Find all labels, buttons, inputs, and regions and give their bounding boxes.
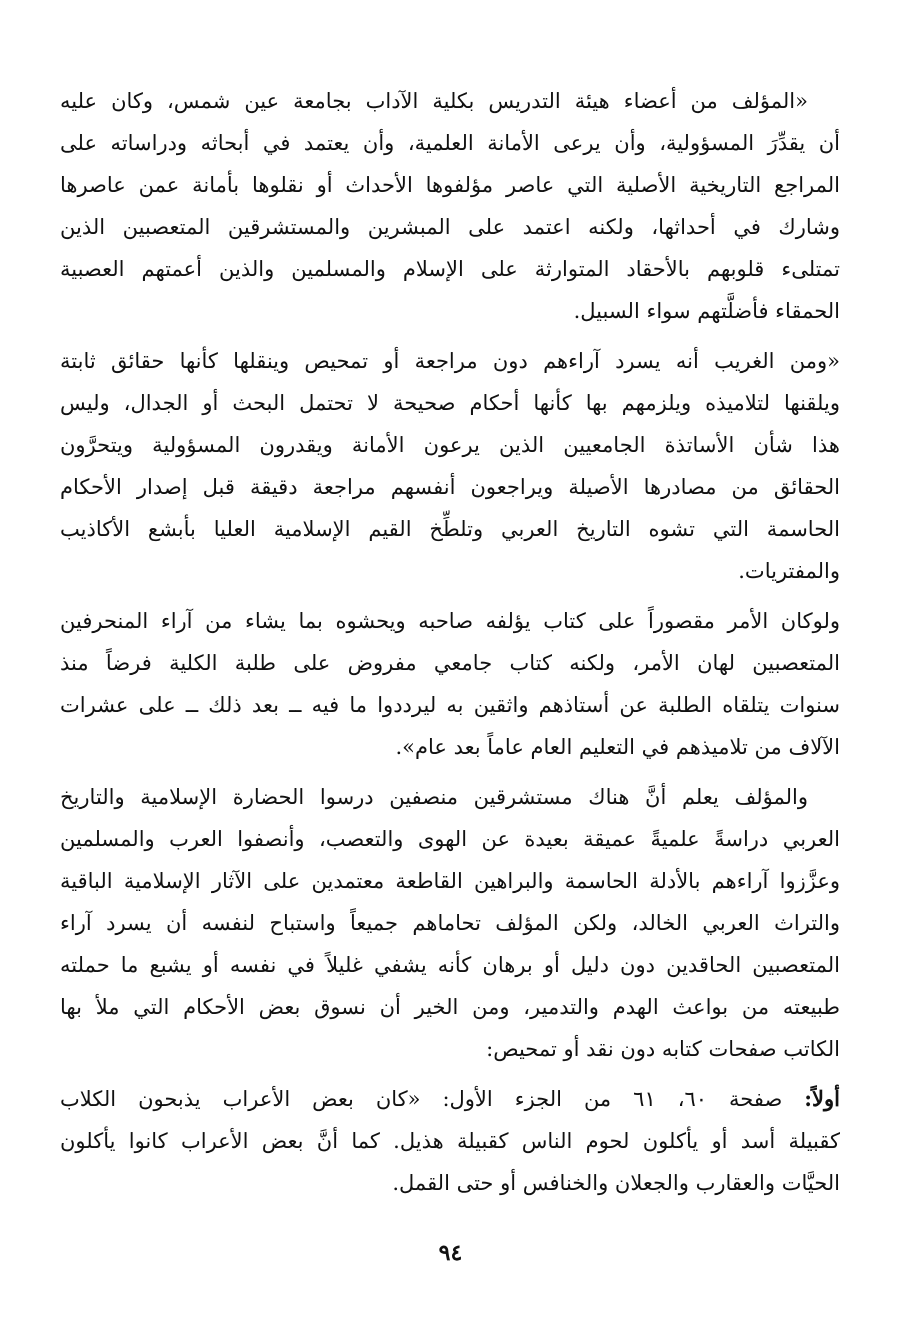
paragraph-4 <box>60 776 840 1070</box>
text-line: الحاسمة التي تشوه التاريخ العربي وتلطِّخ القيم الإسلامية العليا بأبشع الأكاذيب <box>60 517 840 541</box>
text-line: طبيعته من بواعث الهدم والتدمير، ومن الخير أن نسوق بعض الأحكام التي ملأ بها <box>60 995 840 1019</box>
text-line: العربي دراسةً علميةً عميقة بعيدة عن الهوى والتعصب، وأنصفوا العرب والمسلمين <box>60 827 840 851</box>
text-line: هذا شأن الأساتذة الجامعيين الذين يرعون الأمانة ويقدرون المسؤولية ويتحرَّون <box>60 433 840 457</box>
text-line: «ومن الغريب أنه يسرد آراءهم دون مراجعة أو تمحيص وينقلها كأنها حقائق ثابتة <box>60 349 840 373</box>
text-line: تمتلىء قلوبهم بالأحقاد المتوارثة على الإسلام والمسلمين والذين أعمتهم العصبية <box>60 257 840 281</box>
paragraph-1 <box>60 80 840 332</box>
text-line <box>60 1078 840 1120</box>
text-line: كقبيلة أسد أو يأكلون لحوم الناس كقبيلة هذيل. كما أنَّ بعض الأعراب كانوا يأكلون <box>60 1129 840 1153</box>
text-line: الكاتب صفحات كتابه دون نقد أو تمحيص: <box>486 1037 840 1061</box>
text-line: المتعصبين الحاقدين دون دليل أو برهان كأنه يشفي غليلاً في نفسه أو يشبع ما حملته <box>60 953 840 977</box>
text-line: والمؤلف يعلم أنَّ هناك مستشرقين منصفين درسوا الحضارة الإسلامية والتاريخ <box>60 785 808 809</box>
text-line-rest: صفحة ٦٠، ٦١ من الجزء الأول: «كان بعض الأعراب يذبحون الكلاب <box>60 1087 805 1111</box>
text-line: ويلقنها لتلاميذه ويلزمهم بها كأنها أحكام صحيحة لا تحتمل البحث أو الجدال، وليس <box>60 391 840 415</box>
paragraph-3 <box>60 600 840 768</box>
text-line: أن يقدِّرَ المسؤولية، وأن يرعى الأمانة العلمية، وأن يعتمد في أبحاثه ودراساته على <box>60 131 840 155</box>
text-line: الحمقاء فأضلَّتهم سواء السبيل. <box>573 299 840 323</box>
text-line: وعزَّزوا آراءهم بالأدلة الحاسمة والبراهين القاطعة معتمدين على الآثار الإسلامية الباقية <box>60 869 840 893</box>
page-body <box>60 80 840 1212</box>
text-line: الحقائق من مصادرها الأصيلة ويراجعون أنفسهم مراجعة دقيقة قبل إصدار الأحكام <box>60 475 840 499</box>
text-line: ولوكان الأمر مقصوراً على كتاب يؤلفه صاحبه ويحشوه بما يشاء من آراء المنحرفين <box>60 609 840 633</box>
text-line: سنوات يتلقاه الطلبة عن أستاذهم واثقين به ليرددوا ما فيه ــ بعد ذلك ــ على عشرات <box>60 693 840 717</box>
text-line: الآلاف من تلاميذهم في التعليم العام عاماً بعد عام». <box>395 735 840 759</box>
text-line: والمفتريات. <box>738 559 840 583</box>
text-line: المتعصبين لهان الأمر، ولكنه كتاب جامعي مفروض على طلبة الكلية فرضاً منذ <box>60 651 840 675</box>
text-line: الحيَّات والعقارب والجعلان والخنافس أو حتى القمل. <box>392 1171 840 1195</box>
text-line: المراجع التاريخية الأصلية التي عاصر مؤلفوها الأحداث أو نقلوها بأمانة عمن عاصرها <box>60 173 840 197</box>
paragraph-2 <box>60 340 840 592</box>
page-number: ٩٤ <box>438 1240 463 1266</box>
text-line: وشارك في أحداثها، ولكنه اعتمد على المبشرين والمستشرقين المتعصبين الذين <box>60 215 840 239</box>
text-line: «المؤلف من أعضاء هيئة التدريس بكلية الآداب بجامعة عين شمس، وكان عليه <box>60 89 808 113</box>
text-line: والتراث العربي الخالد، ولكن المؤلف تحاماهم جميعاً واستباح لنفسه أن يسرد آراء <box>60 911 840 935</box>
paragraph-lead: أولاً: <box>804 1086 840 1111</box>
paragraph-5 <box>60 1078 840 1204</box>
